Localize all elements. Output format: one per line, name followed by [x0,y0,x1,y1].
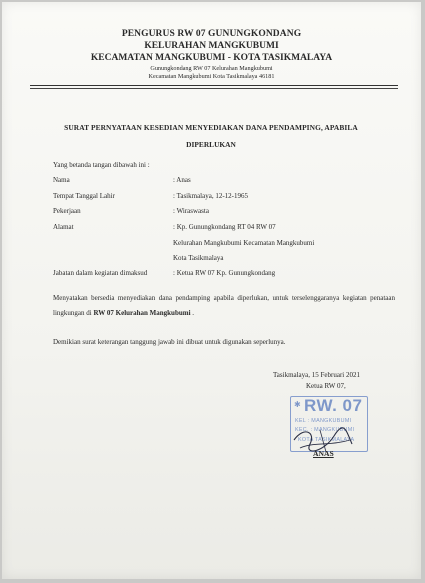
intro-text: Yang betanda tangan dibawah ini : [53,161,150,169]
identity-label-nama: Nama [53,176,70,184]
signature-role: Ketua RW 07, [306,382,346,390]
letterhead-divider-thin [30,88,398,89]
document-title-line-1: SURAT PERNYATAAN KESEDIAN MENYEDIAKAN DANA PENDAMPING, APABILA [64,123,358,132]
stamp-kelurahan: KEL : MANGKUBUMI [295,418,352,424]
letterhead-address-2: Kecamatan Mangkubumi Kota Tasikmalaya 46181 [148,73,275,80]
identity-label-pekerjaan: Pekerjaan [53,207,81,215]
identity-value-jabatan: : Ketua RW 07 Kp. Gunungkondang [173,269,276,277]
letterhead-kelurahan: KELURAHAN MANGKUBUMI [144,41,279,51]
stamp-kecamatan: KEC. : MANGKUBUMI [295,427,355,433]
letter-page [2,2,421,579]
signature-place-date: Tasikmalaya, 15 Februari 2021 [273,371,360,379]
identity-value-alamat-2: Kelurahan Mangkubumi Kecamatan Mangkubumi [173,239,315,247]
closing-paragraph: Demikian surat keterangan tanggung jawab ini dibuat untuk digunakan seperlunya. [53,338,286,346]
identity-value-pekerjaan: : Wiraswasta [173,207,209,215]
identity-label-jabatan: Jabatan dalam kegiatan dimaksud [53,269,148,277]
identity-value-alamat-3: Kota Tasikmalaya [173,254,224,262]
letterhead-org: PENGURUS RW 07 GUNUNGKONDANG [121,29,302,39]
document-title-line-2: DIPERLUKAN [186,140,236,149]
statement-end: . [190,309,195,317]
signatory-name: ANAS [313,449,334,458]
statement-paragraph [53,291,395,321]
identity-value-alamat: : Kp. Gunungkondang RT 04 RW 07 [173,223,276,231]
letterhead-address-1: Gunungkondang RW 07 Kelurahan Mangkubumi [150,65,273,72]
statement-text: Menyatakan bersedia menyediakan dana pendamping apabila diperlukan, untuk terselenggaranya kegiatan penataan lingkungan di [53,294,395,317]
identity-value-ttl: : Tasikmalaya, 12-12-1965 [173,192,249,200]
letterhead-divider-thick [30,85,398,86]
stamp-star-icon: ✱ [294,400,301,409]
statement-location: RW 07 Kelurahan Mangkubumi [93,309,191,317]
stamp-kota: KOTA TASIKMALAYA [298,437,355,443]
identity-label-ttl: Tempat Tanggal Lahir [53,192,115,200]
identity-label-alamat: Alamat [53,223,74,231]
stamp-title: RW. 07 [304,396,363,415]
letterhead-kecamatan: KECAMATAN MANGKUBUMI - KOTA TASIKMALAYA [90,53,333,63]
identity-value-nama: : Anas [173,176,191,184]
